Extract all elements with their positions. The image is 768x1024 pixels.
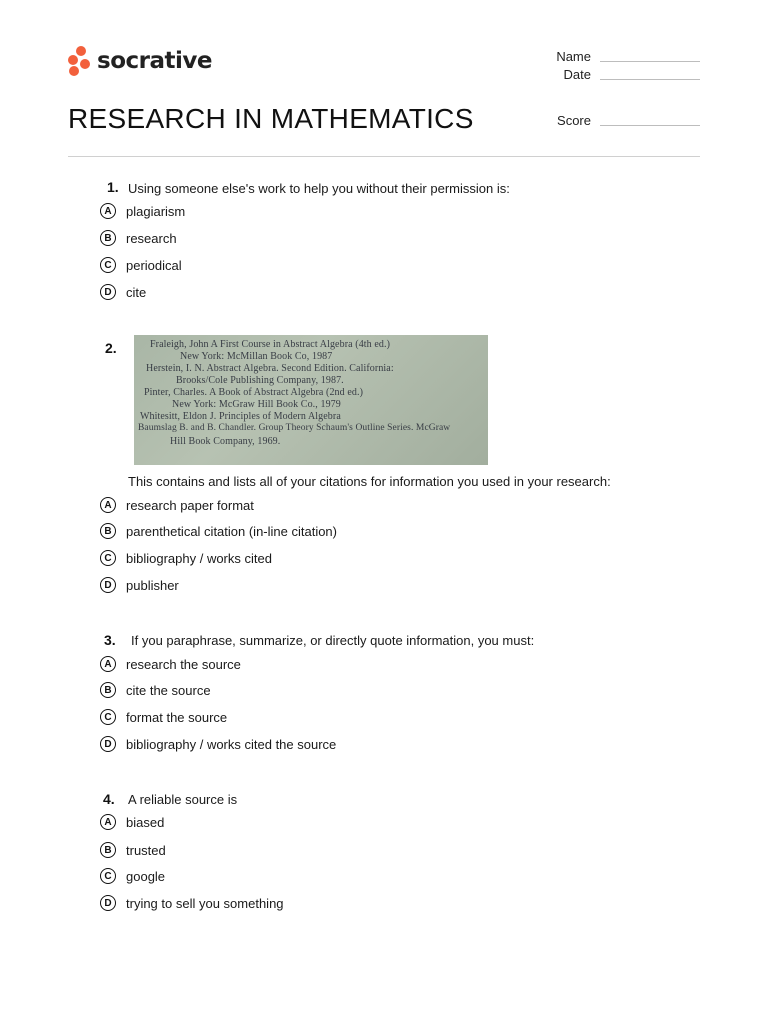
question-4-option-d[interactable] [100, 895, 284, 911]
option-letter-circle[interactable]: C [100, 257, 116, 273]
photo-line: Brooks/Cole Publishing Company, 1987. [176, 375, 344, 386]
score-label: Score [557, 113, 591, 128]
question-3-option-a[interactable] [100, 656, 241, 672]
photo-line: Pinter, Charles. A Book of Abstract Algebra (2nd ed.) [144, 387, 364, 398]
photo-line: New York: McMillan Book Co, 1987 [180, 351, 333, 362]
photo-line: Fraleigh, John A First Course in Abstract Algebra (4th ed.) [150, 339, 391, 350]
question-3-option-c[interactable] [100, 709, 227, 725]
score-field[interactable] [600, 125, 700, 126]
photo-line: Whitesitt, Eldon J. Principles of Modern Algebra [140, 411, 341, 422]
option-letter-circle[interactable]: B [100, 230, 116, 246]
question-2-option-d[interactable] [100, 577, 179, 593]
question-1-option-c[interactable] [100, 257, 182, 273]
date-field[interactable] [600, 79, 700, 80]
date-label: Date [563, 67, 591, 82]
photo-line: New York: McGraw Hill Book Co., 1979 [172, 399, 341, 410]
question-4-option-a[interactable] [100, 814, 164, 830]
option-text: cite the source [126, 682, 211, 698]
question-2-option-a[interactable] [100, 497, 254, 513]
question-3-option-d[interactable] [100, 736, 336, 752]
option-text: research [126, 230, 177, 246]
option-letter-circle[interactable]: C [100, 550, 116, 566]
option-text: format the source [126, 709, 228, 725]
option-letter-circle[interactable]: A [100, 814, 116, 830]
brand-name: socrative [97, 48, 212, 74]
option-text: research paper format [126, 497, 254, 513]
header-divider [68, 156, 700, 157]
option-letter-circle[interactable]: D [100, 895, 116, 911]
question-1-option-a[interactable] [100, 203, 185, 219]
question-1-option-d[interactable] [100, 284, 146, 300]
option-text: google [126, 868, 166, 884]
question-4-option-c[interactable] [100, 868, 165, 884]
option-text: trusted [126, 842, 166, 858]
option-text: biased [126, 814, 165, 830]
option-letter-circle[interactable]: B [100, 682, 116, 698]
question-4-text: A reliable source is [128, 792, 238, 807]
option-text: publisher [126, 577, 179, 593]
option-letter-circle[interactable]: A [100, 656, 116, 672]
question-2-text: This contains and lists all of your citations for information you used in your research: [128, 474, 611, 489]
photo-line: Baumslag B. and B. Chandler. Group Theory Schaum's Outline Series. McGraw [138, 423, 451, 433]
logo-dots-icon [67, 45, 91, 77]
question-3-text: If you paraphrase, summarize, or directly quote information, you must: [131, 633, 535, 648]
option-letter-circle[interactable]: D [100, 284, 116, 300]
question-3-number: 3. [104, 632, 116, 648]
bibliography-photo [134, 335, 488, 465]
option-letter-circle[interactable]: D [100, 736, 116, 752]
question-2-option-b[interactable] [100, 523, 337, 539]
question-2-number: 2. [105, 340, 117, 356]
option-letter-circle[interactable]: C [100, 709, 116, 725]
question-3-option-b[interactable] [100, 682, 211, 698]
question-4-number: 4. [103, 791, 115, 807]
photo-line: Hill Book Company, 1969. [170, 436, 281, 447]
option-letter-circle[interactable]: B [100, 842, 116, 858]
option-text: parenthetical citation (in-line citation) [126, 523, 337, 539]
option-text: cite [126, 284, 147, 300]
question-1-option-b[interactable] [100, 230, 177, 246]
option-letter-circle[interactable]: C [100, 868, 116, 884]
option-text: periodical [126, 257, 182, 273]
question-4-option-b[interactable] [100, 842, 166, 858]
page-title: RESEARCH IN MATHEMATICS [68, 103, 474, 134]
option-text: plagiarism [126, 203, 186, 219]
option-letter-circle[interactable]: B [100, 523, 116, 539]
socrative-logo [67, 45, 212, 77]
option-letter-circle[interactable]: A [100, 497, 116, 513]
option-text: bibliography / works cited [126, 550, 272, 566]
question-2-option-c[interactable] [100, 550, 272, 566]
photo-line: Herstein, I. N. Abstract Algebra. Second Edition. California: [146, 363, 394, 374]
option-letter-circle[interactable]: D [100, 577, 116, 593]
name-label: Name [556, 49, 591, 64]
option-letter-circle[interactable]: A [100, 203, 116, 219]
option-text: trying to sell you something [126, 895, 284, 911]
option-text: research the source [126, 656, 241, 672]
name-field[interactable] [600, 61, 700, 62]
option-text: bibliography / works cited the source [126, 736, 337, 752]
question-1-text: Using someone else's work to help you without their permission is: [128, 181, 510, 196]
question-1-number: 1. [107, 179, 119, 195]
